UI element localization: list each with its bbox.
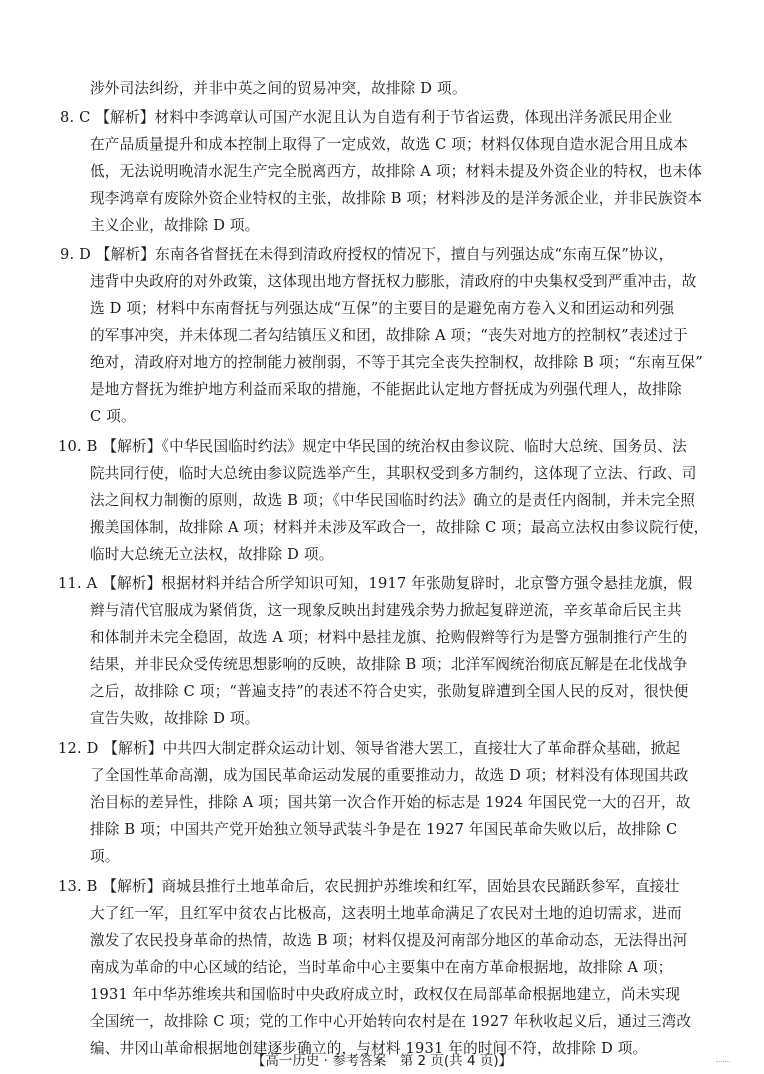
text-line: 的军事冲突，并未体现二者勾结镇压义和团，故排除 A 项；“丧失对地方的控制权”表述过于 (90, 327, 688, 344)
answer-12-line: 12. D 【解析】中共四大制定群众运动计划、领导省港大罢工，直接壮大了革命群众基础，掀起 (58, 740, 681, 757)
answer-9-line: 9. D 【解析】东南各省督抚在未得到清政府授权的情况下，擅自与列强达成“东南互保”协议， (60, 246, 674, 263)
text-line: 激发了农民投身革命的热情，故选 B 项；材料仅提及河南部分地区的革命动态，无法得出河 (90, 932, 688, 949)
answer-11-line: 11. A 【解析】根据材料并结合所学知识可知，1917 年张勋复辟时，北京警方强令悬挂龙旗，假 (58, 575, 693, 592)
text-line: 在产品质量提升和成本控制上取得了一定成效，故选 C 项；材料仅体现自造水泥合用且成本 (90, 136, 689, 153)
text-line: 编、井冈山革命根据地创建逐步确立的，与材料 1931 年的时间不符，故排除 D 项。 (90, 1040, 648, 1057)
text-line: 是地方督抚为维护地方利益而采取的措施，不能据此认定地方督抚成为列强代理人，故排除 (90, 381, 682, 398)
page-footer: 【高一历史 · 参考答案 第 2 页(共 4 页)】 (251, 1053, 513, 1069)
text-line: 涉外司法纠纷，并非中英之间的贸易冲突，故排除 D 项。 (90, 80, 467, 97)
answer-10-line: 10. B 【解析】《中华民国临时约法》规定中华民国的统治权由参议院、临时大总统、国务员、法 (58, 438, 687, 455)
text-line: 和体制并未完全稳固，故选 A 项；材料中悬挂龙旗、抢购假辫等行为是警方强制推行产生的 (90, 629, 688, 646)
answer-8-line: 8. C 【解析】材料中李鸿章认可国产水泥且认为自造有利于节省运费，体现出洋务派民用企业 (60, 109, 673, 126)
text-line: 了全国性革命高潮，成为国民革命运动发展的重要推动力，故选 D 项；材料没有体现国共政 (90, 767, 689, 784)
text-line: 南成为革命的中心区域的结论，当时革命中心主要集中在南方革命根据地，故排除 A 项； (90, 959, 673, 976)
text-line: 选 D 项；材料中东南督抚与列强达成“互保”的主要目的是避免南方卷入义和团运动和列强 (90, 300, 675, 317)
text-line: 排除 B 项；中国共产党开始独立领导武装斗争是在 1927 年国民革命失败以后，故排除 C (90, 821, 678, 838)
text-line: 全国统一，故排除 C 项；党的工作中心开始转向农村是在 1927 年秋收起义后，通过三湾改 (90, 1013, 692, 1030)
text-line: 大了红一军，且红军中贫农占比极高，这表明土地革命满足了农民对土地的迫切需求，进而 (90, 905, 682, 922)
text-line: 辫与清代官服成为紧俏货，这一现象反映出封建残余势力掀起复辟逆流，辛亥革命后民主共 (90, 602, 682, 619)
text-line: 项。 (90, 848, 120, 865)
text-line: 治目标的差异性，排除 A 项；国共第一次合作开始的标志是 1924 年国民党一大的召开，故 (90, 794, 691, 811)
text-line: 宣告失败，故排除 D 项。 (90, 710, 260, 727)
text-line: 结果，并非民众受传统思想影响的反映，故排除 B 项；北洋军阀统治彻底瓦解是在北伐战争 (90, 656, 688, 673)
text-line: 主义企业，故排除 D 项。 (90, 217, 260, 234)
text-line: 绝对，清政府对地方的控制能力被削弱，不等于其完全丧失控制权，故排除 B 项；“东南互保” (90, 354, 703, 371)
text-line: 1931 年中华苏维埃共和国临时中央政府成立时，政权仅在局部革命根据地建立，尚未实现 (90, 986, 681, 1003)
text-line: 搬美国体制，故排除 A 项；材料并未涉及军政合一，故排除 C 项；最高立法权由参议院行使， (90, 519, 709, 536)
answer-13-line: 13. B 【解析】商城县推行土地革命后，农民拥护苏维埃和红军，固始县农民踊跃参军，直接壮 (58, 878, 680, 895)
text-line: 之后，故排除 C 项；“普遍支持”的表述不符合史实，张勋复辟遭到全国人民的反对，很快便 (90, 683, 689, 700)
text-line: 法之间权力制衡的原则，故选 B 项；《中华民国临时约法》确立的是责任内阁制，并未完全照 (90, 492, 696, 509)
text-line: 院共同行使，临时大总统由参议院选举产生，其职权受到多方制约，这体现了立法、行政、司 (90, 465, 697, 482)
text-line: 现李鸿章有废除外资企业特权的主张，故排除 B 项；材料涉及的是洋务派企业，并非民族资本 (90, 190, 703, 207)
text-line: 低，无法说明晚清水泥生产完全脱离西方，故排除 A 项；材料未提及外资企业的特权，也未体 (90, 163, 703, 180)
scan-mark (716, 1058, 730, 1062)
text-line: C 项。 (90, 408, 136, 425)
text-line: 违背中央政府的对外政策，这体现出地方督抚权力膨胀，清政府的中央集权受到严重冲击，故 (90, 273, 697, 290)
text-line: 临时大总统无立法权，故排除 D 项。 (90, 546, 334, 563)
